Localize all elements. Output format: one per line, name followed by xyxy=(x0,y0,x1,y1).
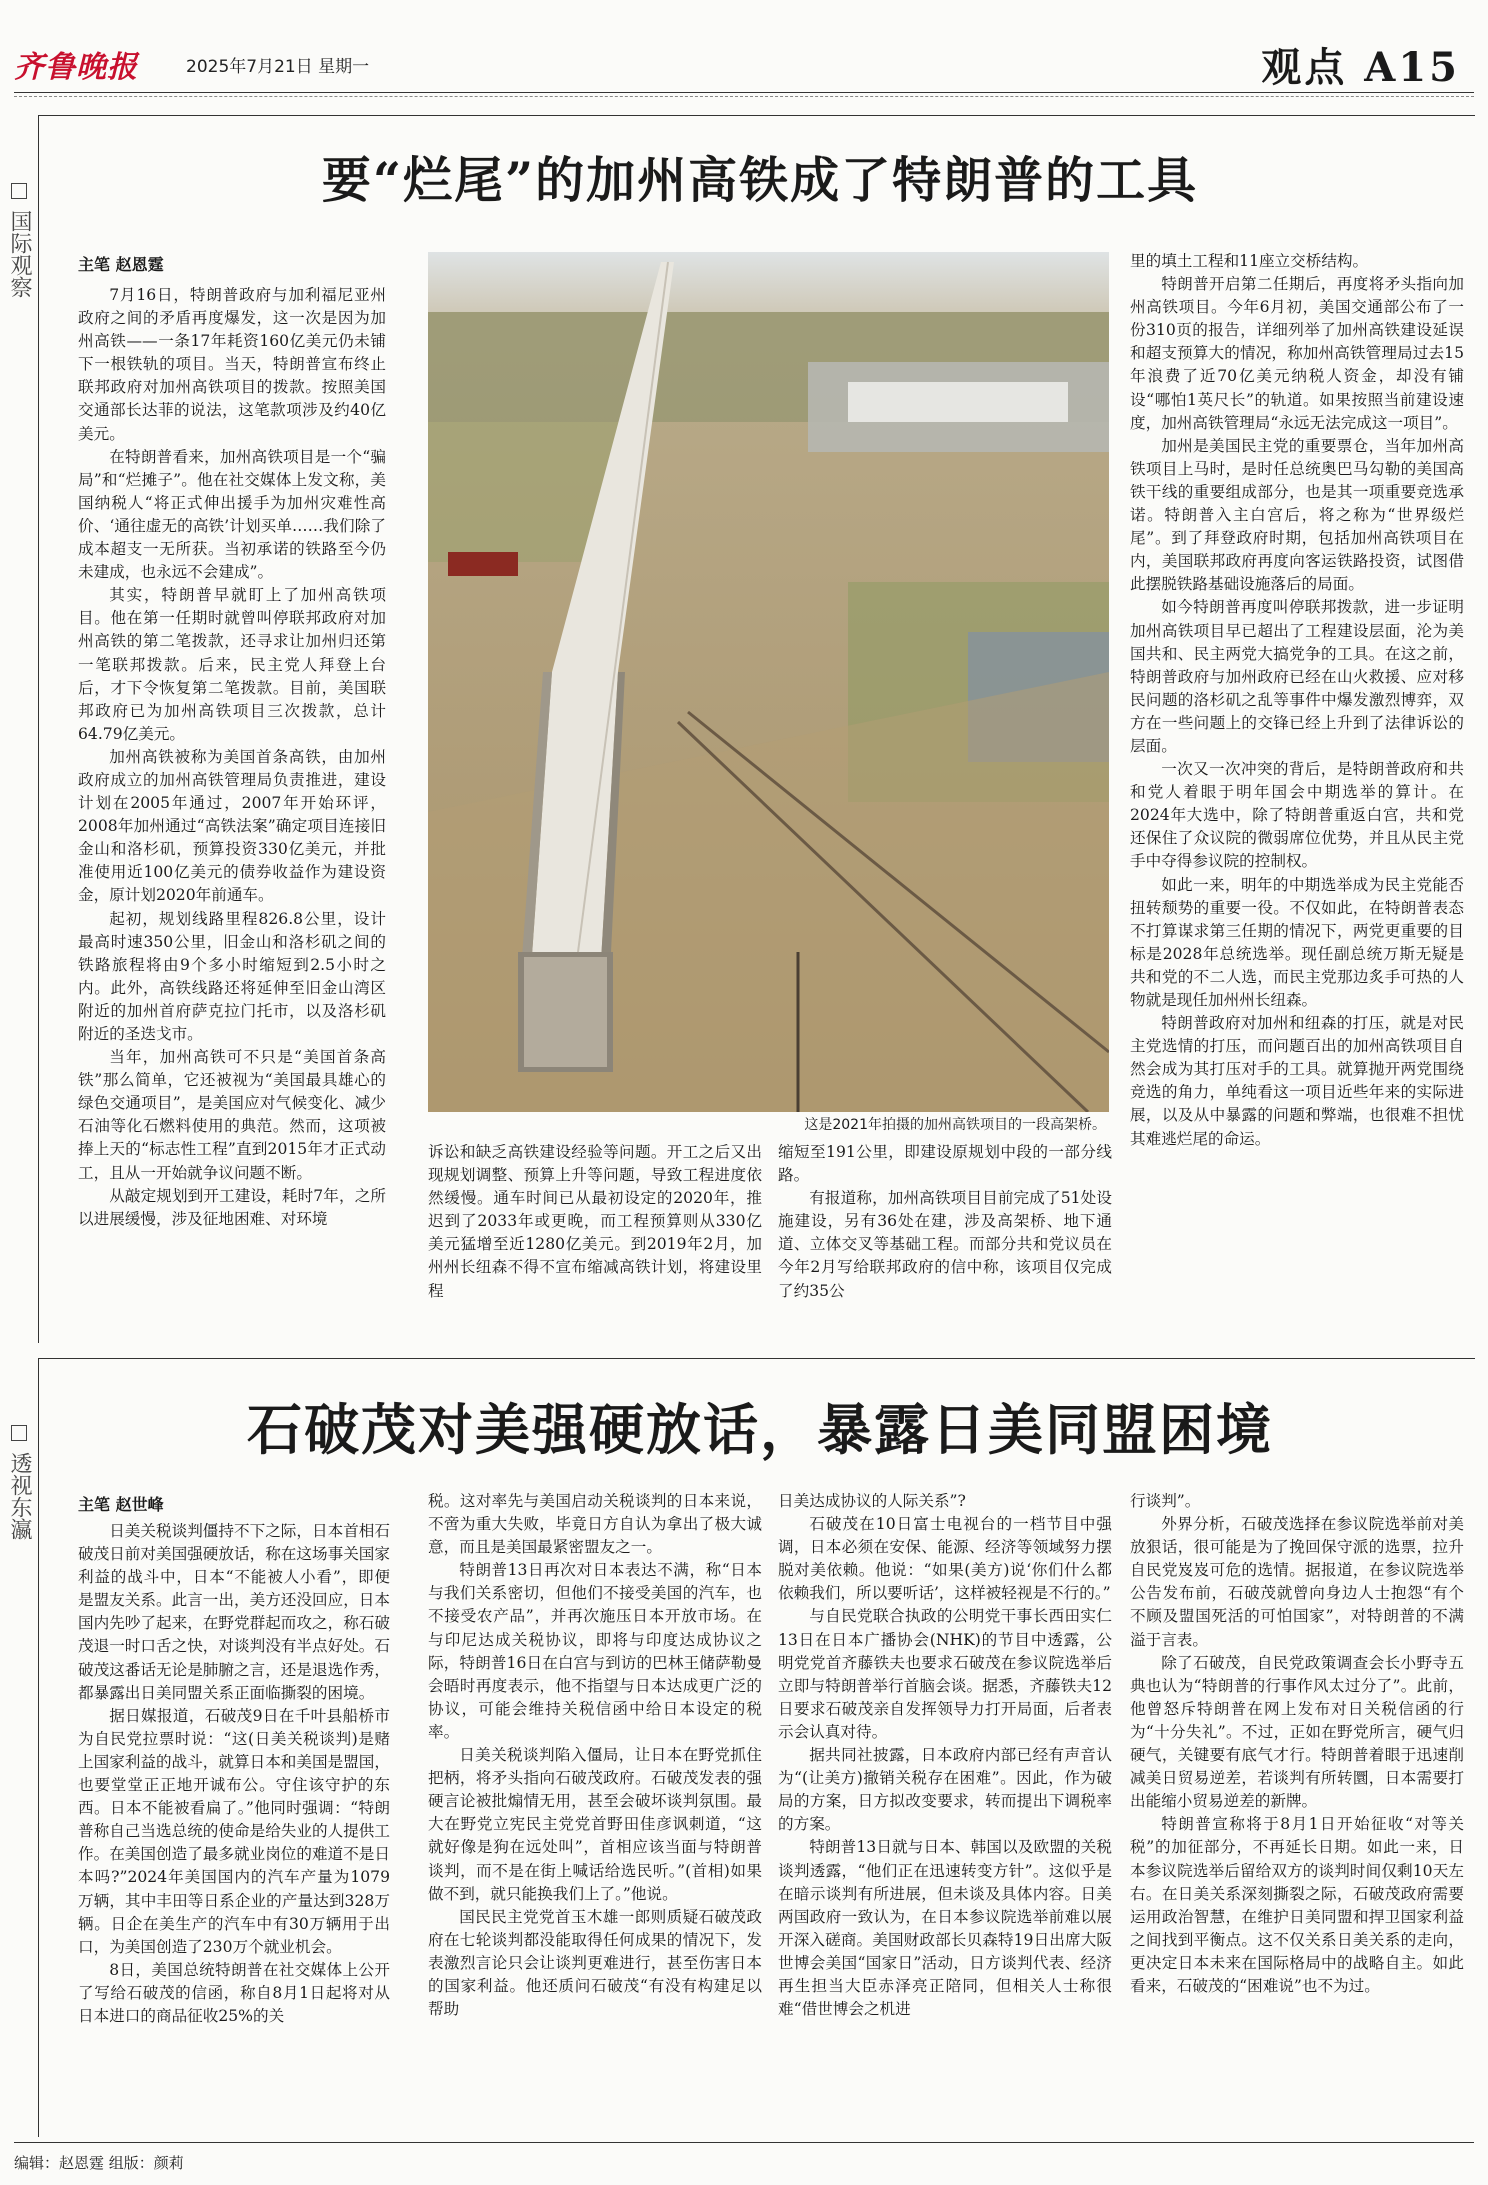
article2-headline: 石破茂对美强硬放话，暴露日美同盟困境 xyxy=(246,1397,1273,1462)
paragraph: 特朗普13日再次对日本表达不满，称“日本与我们关系密切，但他们不接受美国的汽车，也不接受农产品”，并再次施压日本开放市场。在与印尼达成关税协议，即将与印度达成协议之际，特朗普16日在白宫与到访的巴林王储萨勒曼会晤时再度表示，他不指望与日本达成更广泛的协议，可能会维持关税信函中给日本设定的税率。 xyxy=(428,1561,762,1741)
masthead-rule xyxy=(14,92,1474,93)
page-section-label: 观点 A15 xyxy=(1261,44,1460,91)
column-marker-icon xyxy=(11,1425,27,1441)
paragraph: 日美关税谈判陷入僵局，让日本在野党抓住把柄，将矛头指向石破茂政府。石破茂发表的强硬言论被批煽情无用，甚至会破坏谈判氛围。最大在野党立宪民主党党首野田佳彦讽刺道，“这就好像是狗在远处叫”，首相应该当面与特朗普谈判，而不是在街上喊话给选民听。”(首相)如果做不到，就只能换我们上了。”他说。 xyxy=(428,1746,762,1903)
article2-byline: 主笔 赵世峰 xyxy=(78,1495,164,1514)
article1-byline: 主笔 赵恩霆 xyxy=(78,255,164,274)
paragraph: 起初，规划线路里程826.8公里，设计最高时速350公里，旧金山和洛杉矶之间的铁路旅程将由9个多小时缩短到2.5小时之内。此外，高铁线路还将延伸至旧金山湾区附近的加州首府萨克拉门托市，以及洛杉矶附近的圣迭戈市。 xyxy=(78,909,386,1043)
article2-column-3 xyxy=(778,1490,1112,2140)
paragraph: 特朗普开启第二任期后，再度将矛头指向加州高铁项目。今年6月初，美国交通部公布了一份310页的报告，详细列举了加州高铁建设延误和超支预算大的情况，称加州高铁管理局过去15年浪费了近70亿美元纳税人资金，却没有铺设“哪怕1英尺长”的轨道。如果按照当前建设速度，加州高铁管理局“永远无法完成这一项目”。 xyxy=(1130,275,1464,432)
issue-date: 2025年7月21日 星期一 xyxy=(186,57,370,77)
paragraph: 有报道称，加州高铁项目目前完成了51处设施建设，另有36处在建，涉及高架桥、地下通道、立体交叉等基础工程。而部分共和党议员在今年2月写给联邦政府的信中称，该项目仅完成了约35公 xyxy=(778,1189,1112,1300)
column-marker-icon xyxy=(11,183,27,199)
paragraph: 如此一来，明年的中期选举成为民主党能否扭转颓势的重要一役。不仅如此，在特朗普表态不打算谋求第三任期的情况下，两党更重要的目标是2028年总统选举。现任副总统万斯无疑是共和党的不二人选，而民主党那边炙手可热的人物就是现任加州州长纽森。 xyxy=(1130,875,1464,1009)
paragraph: 外界分析，石破茂选择在参议院选举前对美放狠话，很可能是为了挽回保守派的选票，拉升自民党岌岌可危的选情。据报道，在参议院选举公告发布前，石破茂就曾向身边人士抱怨“有个不顾及盟国死活的可怕国家”，对特朗普的不满溢于言表。 xyxy=(1130,1515,1464,1649)
paragraph: 日美达成协议的人际关系”? xyxy=(778,1492,966,1510)
article2-column-1 xyxy=(78,1520,390,2140)
article1-column-1 xyxy=(78,284,386,1340)
footer-rule xyxy=(14,2142,1474,2143)
article2-column-label-text: 透视东瀛 xyxy=(7,1452,32,1540)
paragraph: 加州是美国民主党的重要票仓，当年加州高铁项目上马时，是时任总统奥巴马勾勒的美国高铁干线的重要组成部分，也是其一项重要竞选承诺。特朗普入主白宫后，将之称为“世界级烂尾”。到了拜登政府时期，包括加州高铁项目在内，美国联邦政府再度向客运铁路投资，试图借此摆脱铁路基础设施落后的局面。 xyxy=(1130,436,1464,594)
article1-column-2 xyxy=(428,1141,762,1341)
paragraph: 诉讼和缺乏高铁建设经验等问题。开工之后又出现规划调整、预算上升等问题，导致工程进度依然缓慢。通车时间已从最初设定的2020年，推迟到了2033年或更晚，而工程预算则从330亿美元猛增至近1280亿美元。到2019年2月，加州州长纽森不得不宣布缩减高铁计划，将建设里程 xyxy=(428,1143,762,1300)
masthead-rule-dashed xyxy=(14,96,1474,97)
paragraph: 当年，加州高铁可不只是“美国首条高铁”那么简单，它还被视为“美国最具雄心的绿色交通项目”，是美国应对气候变化、减少石油等化石燃料使用的典范。然而，这项被捧上天的“标志性工程”直到2015年才正式动工，且从一开始就争议问题不断。 xyxy=(78,1048,386,1182)
paragraph: 在特朗普看来，加州高铁项目是一个“骗局”和“烂摊子”。他在社交媒体上发文称，美国纳税人“将正式伸出援手为加州灾难性高价、‘通往虚无的高铁’计划买单……我们除了成本超支一无所获。当初承诺的铁路至今仍未建成，也永远不会建成”。 xyxy=(78,447,386,582)
article1-column-label xyxy=(6,183,32,305)
photo-caption: 这是2021年拍摄的加州高铁项目的一段高架桥。 xyxy=(804,1117,1106,1133)
paragraph: 里的填土工程和11座立交桥结构。 xyxy=(1130,252,1369,270)
bridge-photo xyxy=(428,252,1109,1112)
paragraph: 日美关税谈判僵持不下之际，日本首相石破茂日前对美国强硬放话，称在这场事关国家利益的战斗中，日本“不能被人小看”，即便是盟友关系。此言一出，美方还没回应，日本国内先吵了起来，在野党群起而攻之，称石破茂退一时口舌之快，对谈判没有半点好处。石破茂这番话无论是肺腑之言，还是退选作秀，都暴露出日美同盟关系正面临撕裂的困境。 xyxy=(78,1522,390,1702)
paragraph: 除了石破茂，自民党政策调查会长小野寺五典也认为“特朗普的行事作风太过分了”。此前，他曾怒斥特朗普在网上发布对日关税信函的行为“十分失礼”。不过，正如在野党所言，硬气归硬气，关键要有底气才行。特朗普着眼于迅速削减美日贸易逆差，若谈判有所转圜，日本需要打出能缩小贸易逆差的新牌。 xyxy=(1130,1653,1464,1811)
article1-column-3 xyxy=(778,1141,1112,1341)
paragraph: 国民民主党党首玉木雄一郎则质疑石破茂政府在七轮谈判都没能取得任何成果的情况下，发表激烈言论只会让谈判更难进行，甚至伤害日本的国家利益。他还质问石破茂“有没有构建足以帮助 xyxy=(428,1907,762,2019)
paragraph: 其实，特朗普早就盯上了加州高铁项目。他在第一任期时就曾叫停联邦政府对加州高铁的第二笔拨款，还寻求让加州归还第一笔联邦拨款。后来，民主党人拜登上台后，才下令恢复第二笔拨款。目前，美国联邦政府已为加州高铁项目三次拨款，总计64.79亿美元。 xyxy=(78,586,386,743)
paragraph: 从敲定规划到开工建设，耗时7年，之所以进展缓慢，涉及征地困难、对环境 xyxy=(78,1186,386,1228)
article1-headline: 要“烂尾”的加州高铁成了特朗普的工具 xyxy=(321,151,1199,209)
paragraph: 行谈判”。 xyxy=(1130,1492,1201,1510)
paragraph: 7月16日，特朗普政府与加利福尼亚州政府之间的矛盾再度爆发，这一次是因为加州高铁——一条17年耗资160亿美元仍未铺下一根铁轨的项目。当天，特朗普宣布终止联邦政府对加州高铁项目的拨款。按照美国交通部长达菲的说法，这笔款项涉及约40亿美元。 xyxy=(78,286,386,443)
paragraph: 据共同社披露，日本政府内部已经有声音认为“(让美方)撤销关税存在困难”。因此，作为破局的方案，日方拟改变要求，转而提出下调税率的方案。 xyxy=(778,1746,1112,1834)
paragraph: 特朗普13日就与日本、韩国以及欧盟的关税谈判透露，“他们正在迅速转变方针”。这似乎是在暗示谈判有所进展，但未谈及具体内容。日美两国政府一致认为，在日本参议院选举前难以展开深入磋商。美国财政部长贝森特19日出席大阪世博会美国“国家日”活动，日方谈判代表、经济再生担当大臣赤泽亮正陪同，但相关人士称很难“借世博会之机进 xyxy=(778,1838,1112,2019)
newspaper-logo: 齐鲁晚报 xyxy=(14,50,138,85)
viaduct-photo-illustration xyxy=(428,252,1109,1112)
paragraph: 税。这对率先与美国启动关税谈判的日本来说，不啻为重大失败，毕竟日方自认为拿出了极大诚意，而且是美国最紧密盟友之一。 xyxy=(428,1492,762,1557)
article2-column-4 xyxy=(1130,1490,1464,2140)
article1-column-label-text: 国际观察 xyxy=(7,210,32,298)
paragraph: 特朗普政府对加州和纽森的打压，就是对民主党选情的打压，而问题百出的加州高铁项目自然会成为其打压对手的工具。就算抛开两党围绕竞选的角力，单纯看这一项目近些年来的实际进展，以及从中暴露的问题和弊端，也很难不担忧其难逃烂尾的命运。 xyxy=(1130,1014,1464,1148)
paragraph: 8日，美国总统特朗普在社交媒体上公开了写给石破茂的信函，称自8月1日起将对从日本进口的商品征收25%的关 xyxy=(78,1960,390,2025)
article1-column-4 xyxy=(1130,250,1464,1340)
editor-credit: 编辑：赵恩霆 组版：颜莉 xyxy=(14,2154,184,2172)
article2-column-2 xyxy=(428,1490,762,2140)
paragraph: 如今特朗普再度叫停联邦拨款，进一步证明加州高铁项目早已超出了工程建设层面，沦为美国共和、民主两党大搞党争的工具。在这之前，特朗普政府与加州政府已经在山火救援、应对移民问题的洛杉矶之乱等事件中爆发激烈博弈，双方在一些问题上的交锋已经上升到了法律诉讼的层面。 xyxy=(1130,598,1464,755)
paragraph: 与自民党联合执政的公明党干事长西田实仁13日在日本广播协会(NHK)的节目中透露，公明党党首齐藤铁夫也要求石破茂在参议院选举后立即与特朗普举行首脑会谈。据悉，齐藤铁夫12日要求石破茂亲自发挥领导力打开局面，后者表示会认真对待。 xyxy=(778,1607,1112,1741)
article2-column-label xyxy=(6,1425,32,1547)
paragraph: 缩短至191公里，即建设原规划中段的一部分线路。 xyxy=(778,1143,1112,1185)
paragraph: 加州高铁被称为美国首条高铁，由加州政府成立的加州高铁管理局负责推进，建设计划在2005年通过，2007年开始环评，2008年加州通过“高铁法案”确定项目连接旧金山和洛杉矶，预算投资330亿美元，并批准使用近100亿美元的债券收益作为建设资金，原计划2020年前通车。 xyxy=(78,747,386,905)
paragraph: 一次又一次冲突的背后，是特朗普政府和共和党人着眼于明年国会中期选举的算计。在2024年大选中，除了特朗普重返白宫，共和党还保住了众议院的微弱席位优势，并且从民主党手中夺得参议院的控制权。 xyxy=(1130,760,1464,871)
paragraph: 特朗普宣称将于8月1日开始征收“对等关税”的加征部分，不再延长日期。如此一来，日本参议院选举后留给双方的谈判时间仅剩10天左右。在日美关系深刻撕裂之际，石破茂政府需要运用政治智慧，在维护日美同盟和捍卫国家利益之间找到平衡点。这不仅关系日美关系的走向，更决定日本未来在国际格局中的战略自主。如此看来，石破茂的“困难说”也不为过。 xyxy=(1130,1815,1464,1995)
paragraph: 据日媒报道，石破茂9日在千叶县船桥市为自民党拉票时说：“这(日美关税谈判)是赌上国家利益的战斗，就算日本和美国是盟国，也要堂堂正正地开诚布公。守住该守护的东西。日本不能被看扁了。”他同时强调：“特朗普称自己当选总统的使命是给失业的人提供工作。在美国创造了最多就业岗位的难道不是日本吗?”2024年美国国内的汽车产量为1079万辆，其中丰田等日系企业的产量达到328万辆。日企在美生产的汽车中有30万辆用于出口，为美国创造了230万个就业机会。 xyxy=(78,1706,390,1956)
paragraph: 石破茂在10日富士电视台的一档节目中强调，日本必须在安保、能源、经济等领域努力摆脱对美依赖。他说：“如果(美方)说‘你们什么都依赖我们，所以要听话’，这样被轻视是不行的。” xyxy=(778,1515,1112,1603)
